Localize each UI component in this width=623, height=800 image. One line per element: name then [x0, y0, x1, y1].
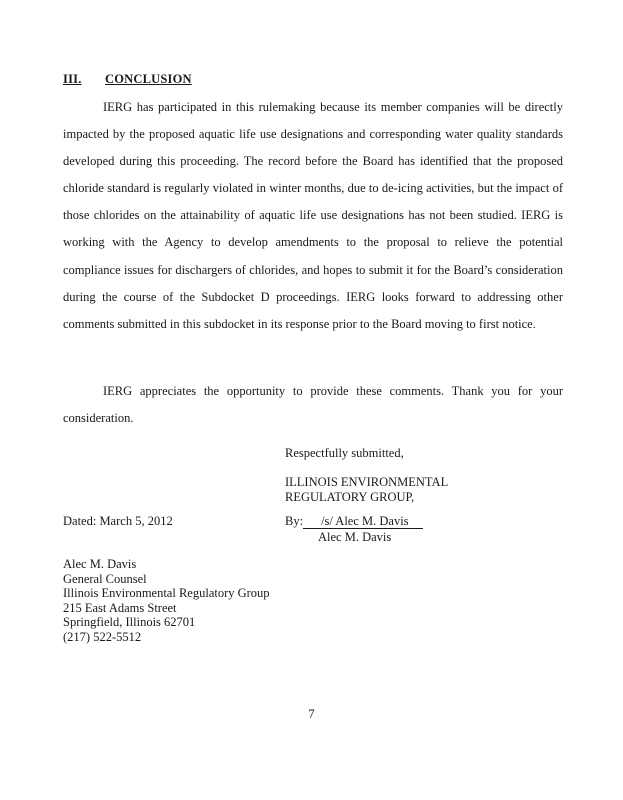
contact-title: General Counsel [63, 571, 147, 586]
contact-name: Alec M. Davis [63, 557, 137, 571]
contact-block [63, 557, 270, 644]
electronic-signature: /s/ Alec M. Davis [303, 514, 423, 529]
org-name-line2: REGULATORY GROUP, [285, 490, 415, 504]
contact-city: Springfield, Illinois 62701 [63, 615, 196, 629]
org-name-line1: ILLINOIS ENVIRONMENTAL [285, 475, 449, 489]
page-number: 7 [308, 707, 315, 721]
date-line: Dated: March 5, 2012 [63, 514, 173, 528]
signatory-organization [285, 475, 448, 505]
contact-phone: (217) 522-5512 [63, 629, 142, 644]
contact-organization: Illinois Environmental Regulatory Group [63, 586, 270, 600]
signer-printed-name: Alec M. Davis [318, 530, 392, 544]
paragraph-text: IERG appreciates the opportunity to provide these comments. Thank you for your consideration. [63, 384, 563, 426]
by-label: By: [285, 514, 304, 528]
signature-line [285, 514, 423, 529]
section-number: III. [63, 72, 82, 86]
paragraph-text: IERG has participated in this rulemaking because its member companies will be directly impacted by the proposed aquatic life use designations and corresponding water quality standards developed during this proceeding. The record before the Board has identified that the proposed chloride standard is regularly violated in winter months, due to de-icing activities, but the impact of those chlorides on the attainability of aquatic life use designations has not been studied. IERG is working with the Agency to develop amendments to the proposal to relieve the potential compliance issues for dischargers of chlorides, and hopes to submit it for the Board’s consideration during the course of the Subdocket D proceedings. IERG looks forward to addressing other comments submitted in this subdocket in its response prior to the Board moving to first notice. [63, 100, 563, 331]
body-paragraph [63, 378, 563, 432]
section-heading [63, 72, 192, 87]
contact-street: 215 East Adams Street [63, 600, 177, 615]
body-paragraph [63, 94, 563, 338]
closing-salutation: Respectfully submitted, [285, 446, 404, 460]
section-title: CONCLUSION [105, 72, 192, 86]
